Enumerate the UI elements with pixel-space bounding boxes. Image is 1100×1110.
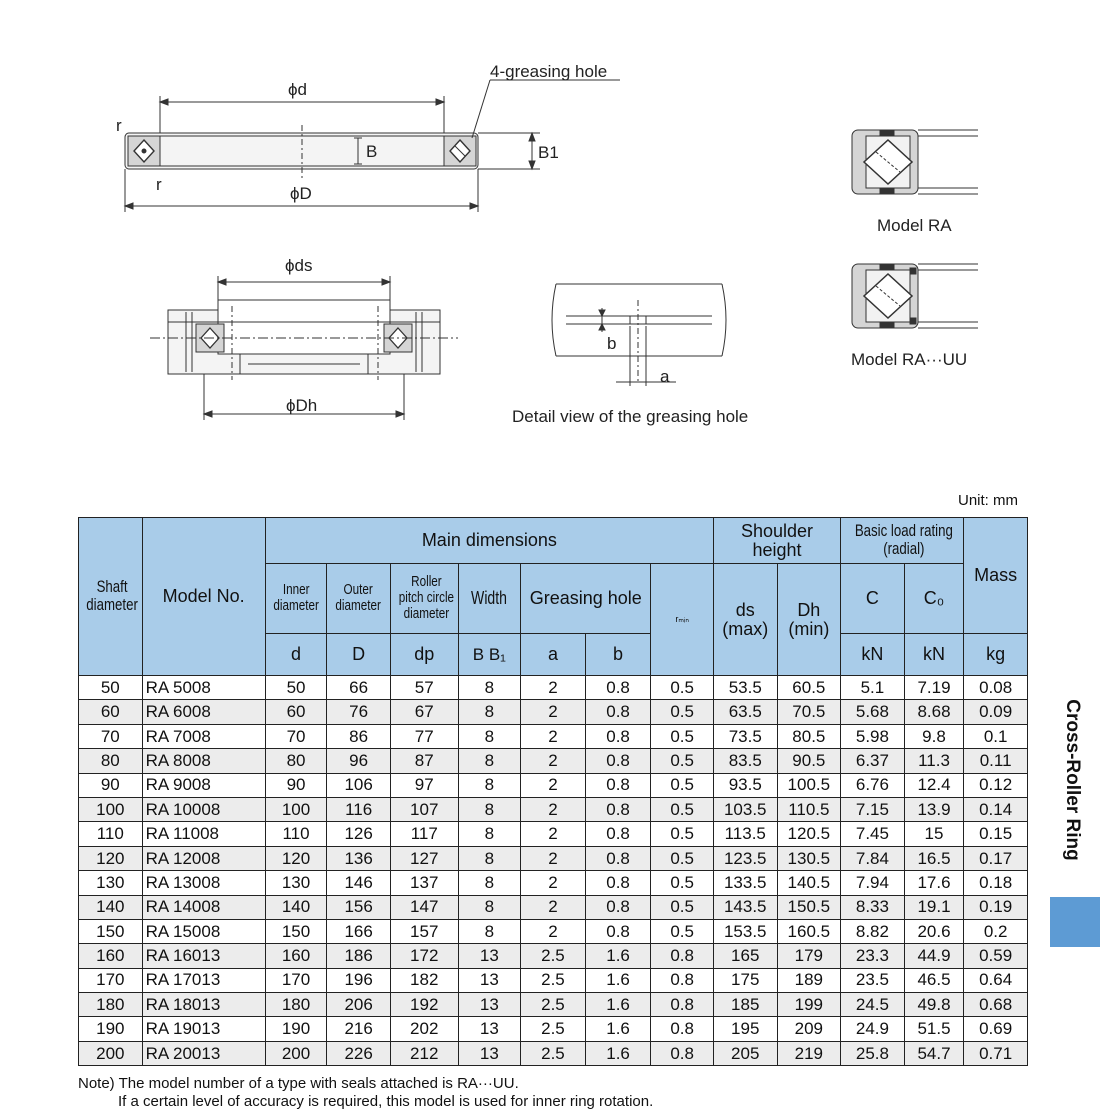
load-c-cell: 24.9 <box>841 1017 905 1041</box>
mass-cell: 0.17 <box>964 846 1028 870</box>
sym-a: a <box>521 634 586 676</box>
rmin-header: rₘᵢₙ <box>651 564 714 676</box>
model-no-cell: RA 7008 <box>142 724 265 748</box>
shaft-diameter-cell: 110 <box>79 822 143 846</box>
inner-d-cell: 80 <box>265 749 327 773</box>
width-b-cell: 13 <box>458 1041 521 1065</box>
ds-max-cell: 133.5 <box>713 871 777 895</box>
model-no-cell: RA 18013 <box>142 993 265 1017</box>
dh-min-cell: 100.5 <box>777 773 841 797</box>
width-b-cell: 8 <box>458 724 521 748</box>
load-c0-cell: 7.19 <box>904 676 964 700</box>
inner-d-cell: 70 <box>265 724 327 748</box>
shaft-diameter-cell: 180 <box>79 993 143 1017</box>
pitch-dp-cell: 87 <box>390 749 458 773</box>
width-b-cell: 8 <box>458 895 521 919</box>
load-c0-cell: 13.9 <box>904 797 964 821</box>
inner-d-cell: 110 <box>265 822 327 846</box>
hole-a-cell: 2 <box>521 724 586 748</box>
r-min-cell: 0.5 <box>651 919 714 943</box>
inner-d-cell: 200 <box>265 1041 327 1065</box>
hole-b-cell: 1.6 <box>585 993 651 1017</box>
load-c-cell: 7.45 <box>841 822 905 846</box>
hole-a-cell: 2 <box>521 773 586 797</box>
dh-min-cell: 209 <box>777 1017 841 1041</box>
outer-D-cell: 186 <box>327 944 391 968</box>
b-label: B <box>366 142 378 161</box>
dh-min-cell: 70.5 <box>777 700 841 724</box>
header-row-1 <box>79 518 1028 564</box>
model-no-cell: RA 19013 <box>142 1017 265 1041</box>
unit-kn-c: kN <box>841 634 905 676</box>
inner-diameter-header: Inner diameter <box>265 564 327 634</box>
side-title: Cross-Roller Ring <box>1062 699 1083 861</box>
pitch-dp-cell: 57 <box>390 676 458 700</box>
load-c0-cell: 16.5 <box>904 846 964 870</box>
load-c-cell: 5.98 <box>841 724 905 748</box>
pitch-dp-cell: 157 <box>390 919 458 943</box>
mass-cell: 0.19 <box>964 895 1028 919</box>
load-c0-cell: 20.6 <box>904 919 964 943</box>
load-c0-cell: 8.68 <box>904 700 964 724</box>
hole-b-cell: 1.6 <box>585 944 651 968</box>
hole-a-cell: 2 <box>521 822 586 846</box>
load-c0-cell: 9.8 <box>904 724 964 748</box>
hole-a-cell: 2 <box>521 749 586 773</box>
ds-max-cell: 113.5 <box>713 822 777 846</box>
unit-kg: kg <box>964 634 1028 676</box>
shaft-diameter-cell: 150 <box>79 919 143 943</box>
mass-cell: 0.09 <box>964 700 1028 724</box>
dh-min-cell: 60.5 <box>777 676 841 700</box>
outer-D-cell: 156 <box>327 895 391 919</box>
shaft-diameter-cell: 90 <box>79 773 143 797</box>
table-row <box>79 968 1028 992</box>
pitch-dp-cell: 172 <box>390 944 458 968</box>
model-no-cell: RA 8008 <box>142 749 265 773</box>
width-b-cell: 8 <box>458 700 521 724</box>
load-c0-cell: 19.1 <box>904 895 964 919</box>
greasing-hole-detail-drawing <box>552 284 726 386</box>
roller-pitch-header: Roller pitch circle diameter <box>390 564 458 634</box>
table-row <box>79 846 1028 870</box>
hole-a-cell: 2.5 <box>521 968 586 992</box>
load-c0-cell: 12.4 <box>904 773 964 797</box>
detail-a-label: a <box>660 367 670 386</box>
pitch-dp-cell: 212 <box>390 1041 458 1065</box>
dh-min-cell: 150.5 <box>777 895 841 919</box>
dh-min-cell: 90.5 <box>777 749 841 773</box>
table-row <box>79 895 1028 919</box>
model-no-cell: RA 14008 <box>142 895 265 919</box>
mass-cell: 0.14 <box>964 797 1028 821</box>
shaft-diameter-cell: 190 <box>79 1017 143 1041</box>
model-no-cell: RA 5008 <box>142 676 265 700</box>
load-c-cell: 5.68 <box>841 700 905 724</box>
shaft-diameter-header: Shaft diameter <box>79 518 143 676</box>
hole-a-cell: 2.5 <box>521 993 586 1017</box>
shaft-diameter-cell: 60 <box>79 700 143 724</box>
inner-d-cell: 140 <box>265 895 327 919</box>
phi-d-label: ϕd <box>288 80 307 99</box>
load-c0-cell: 11.3 <box>904 749 964 773</box>
model-no-cell: RA 17013 <box>142 968 265 992</box>
phi-D-label: ϕD <box>290 184 312 203</box>
load-c-cell: 8.33 <box>841 895 905 919</box>
mass-cell: 0.11 <box>964 749 1028 773</box>
shaft-diameter-cell: 170 <box>79 968 143 992</box>
width-b-cell: 8 <box>458 797 521 821</box>
r-min-cell: 0.5 <box>651 797 714 821</box>
inner-d-cell: 90 <box>265 773 327 797</box>
load-c-cell: 23.3 <box>841 944 905 968</box>
table-row <box>79 871 1028 895</box>
load-c-cell: 5.1 <box>841 676 905 700</box>
model-ra-caption: Model RA <box>877 216 952 235</box>
hole-b-cell: 0.8 <box>585 895 651 919</box>
dh-min-cell: 199 <box>777 993 841 1017</box>
note-text-2: If a certain level of accuracy is required, this model is used for inner ring rotation. <box>118 1093 654 1110</box>
inner-d-cell: 190 <box>265 1017 327 1041</box>
pitch-dp-cell: 137 <box>390 871 458 895</box>
r-min-cell: 0.5 <box>651 822 714 846</box>
outer-D-cell: 86 <box>327 724 391 748</box>
r-min-cell: 0.8 <box>651 944 714 968</box>
load-c-cell: 25.8 <box>841 1041 905 1065</box>
pitch-dp-cell: 97 <box>390 773 458 797</box>
table-row <box>79 700 1028 724</box>
table-row <box>79 822 1028 846</box>
r-min-cell: 0.8 <box>651 1017 714 1041</box>
width-b-cell: 8 <box>458 871 521 895</box>
load-c0-cell: 54.7 <box>904 1041 964 1065</box>
r-min-cell: 0.5 <box>651 773 714 797</box>
hole-a-cell: 2.5 <box>521 944 586 968</box>
hole-a-cell: 2 <box>521 797 586 821</box>
load-c0-cell: 17.6 <box>904 871 964 895</box>
r-min-cell: 0.8 <box>651 1041 714 1065</box>
hole-a-cell: 2 <box>521 846 586 870</box>
sym-d: d <box>265 634 327 676</box>
r-bottom-label: r <box>156 175 162 194</box>
unit-kn-c0: kN <box>904 634 964 676</box>
ds-max-cell: 195 <box>713 1017 777 1041</box>
hole-a-cell: 2 <box>521 676 586 700</box>
model-no-cell: RA 13008 <box>142 871 265 895</box>
spec-table-body <box>79 676 1028 1066</box>
mass-cell: 0.59 <box>964 944 1028 968</box>
hole-b-cell: 0.8 <box>585 797 651 821</box>
model-no-cell: RA 10008 <box>142 797 265 821</box>
hole-b-cell: 0.8 <box>585 871 651 895</box>
c-header: C <box>841 564 905 634</box>
technical-drawings <box>0 0 1100 470</box>
outer-D-cell: 66 <box>327 676 391 700</box>
r-min-cell: 0.8 <box>651 968 714 992</box>
detail-caption: Detail view of the greasing hole <box>512 407 749 426</box>
inner-d-cell: 170 <box>265 968 327 992</box>
r-min-cell: 0.5 <box>651 676 714 700</box>
pitch-dp-cell: 107 <box>390 797 458 821</box>
model-no-cell: RA 6008 <box>142 700 265 724</box>
shaft-diameter-cell: 70 <box>79 724 143 748</box>
r-min-cell: 0.5 <box>651 846 714 870</box>
hole-a-cell: 2.5 <box>521 1041 586 1065</box>
greasing-hole-label: 4-greasing hole <box>490 62 608 81</box>
mass-cell: 0.71 <box>964 1041 1028 1065</box>
load-c-cell: 7.94 <box>841 871 905 895</box>
r-min-cell: 0.5 <box>651 749 714 773</box>
mass-cell: 0.12 <box>964 773 1028 797</box>
outer-D-cell: 136 <box>327 846 391 870</box>
mass-cell: 0.64 <box>964 968 1028 992</box>
outer-D-cell: 126 <box>327 822 391 846</box>
sym-dp: dp <box>390 634 458 676</box>
pitch-dp-cell: 202 <box>390 1017 458 1041</box>
ds-max-cell: 93.5 <box>713 773 777 797</box>
hole-a-cell: 2 <box>521 919 586 943</box>
hole-b-cell: 0.8 <box>585 822 651 846</box>
model-ra-uu-drawing <box>852 264 978 328</box>
width-b-cell: 13 <box>458 1017 521 1041</box>
inner-d-cell: 150 <box>265 919 327 943</box>
pitch-dp-cell: 77 <box>390 724 458 748</box>
load-c-cell: 24.5 <box>841 993 905 1017</box>
detail-b-label: b <box>607 334 617 353</box>
table-row <box>79 1041 1028 1065</box>
r-min-cell: 0.5 <box>651 700 714 724</box>
ds-max-cell: 143.5 <box>713 895 777 919</box>
outer-D-cell: 116 <box>327 797 391 821</box>
inner-d-cell: 50 <box>265 676 327 700</box>
hole-a-cell: 2 <box>521 700 586 724</box>
table-row <box>79 993 1028 1017</box>
mass-cell: 0.69 <box>964 1017 1028 1041</box>
table-row <box>79 919 1028 943</box>
inner-d-cell: 130 <box>265 871 327 895</box>
model-no-header: Model No. <box>142 518 265 676</box>
ds-max-cell: 123.5 <box>713 846 777 870</box>
outer-D-cell: 76 <box>327 700 391 724</box>
model-no-cell: RA 16013 <box>142 944 265 968</box>
c0-header: C₀ <box>904 564 964 634</box>
hole-a-cell: 2 <box>521 895 586 919</box>
dh-min-cell: 179 <box>777 944 841 968</box>
inner-d-cell: 120 <box>265 846 327 870</box>
load-c-cell: 8.82 <box>841 919 905 943</box>
inner-d-cell: 100 <box>265 797 327 821</box>
ds-max-cell: 63.5 <box>713 700 777 724</box>
mass-cell: 0.15 <box>964 822 1028 846</box>
ds-header: ds (max) <box>713 564 777 676</box>
dh-min-cell: 140.5 <box>777 871 841 895</box>
ds-max-cell: 185 <box>713 993 777 1017</box>
note-text: Note) The model number of a type with seals attached is RA···UU. <box>78 1075 519 1092</box>
load-c-cell: 23.5 <box>841 968 905 992</box>
dh-min-cell: 80.5 <box>777 724 841 748</box>
load-c-cell: 6.76 <box>841 773 905 797</box>
shaft-diameter-cell: 100 <box>79 797 143 821</box>
pitch-dp-cell: 127 <box>390 846 458 870</box>
width-b-cell: 8 <box>458 822 521 846</box>
phi-Dh-label: ϕDh <box>286 396 318 415</box>
basic-load-rating-header: Basic load rating (radial) <box>841 518 964 564</box>
table-row <box>79 749 1028 773</box>
mass-header: Mass <box>964 518 1028 634</box>
load-c0-cell: 49.8 <box>904 993 964 1017</box>
width-b-cell: 8 <box>458 846 521 870</box>
phi-ds-label: ϕds <box>285 256 313 275</box>
dh-min-cell: 120.5 <box>777 822 841 846</box>
inner-d-cell: 180 <box>265 993 327 1017</box>
dh-header: Dh (min) <box>777 564 841 676</box>
dh-min-cell: 219 <box>777 1041 841 1065</box>
shaft-diameter-cell: 50 <box>79 676 143 700</box>
load-c-cell: 6.37 <box>841 749 905 773</box>
model-no-cell: RA 12008 <box>142 846 265 870</box>
table-row <box>79 773 1028 797</box>
load-c-cell: 7.15 <box>841 797 905 821</box>
dh-min-cell: 110.5 <box>777 797 841 821</box>
outer-D-cell: 196 <box>327 968 391 992</box>
outer-D-cell: 146 <box>327 871 391 895</box>
pitch-dp-cell: 192 <box>390 993 458 1017</box>
greasing-hole-header: Greasing hole <box>521 564 651 634</box>
table-row <box>79 1017 1028 1041</box>
hole-b-cell: 0.8 <box>585 676 651 700</box>
ds-max-cell: 53.5 <box>713 676 777 700</box>
ds-max-cell: 175 <box>713 968 777 992</box>
r-top-label: r <box>116 116 122 135</box>
outer-D-cell: 106 <box>327 773 391 797</box>
ds-max-cell: 103.5 <box>713 797 777 821</box>
inner-d-cell: 160 <box>265 944 327 968</box>
outer-D-cell: 216 <box>327 1017 391 1041</box>
shaft-diameter-cell: 160 <box>79 944 143 968</box>
mass-cell: 0.08 <box>964 676 1028 700</box>
hole-a-cell: 2.5 <box>521 1017 586 1041</box>
load-c0-cell: 15 <box>904 822 964 846</box>
mass-cell: 0.2 <box>964 919 1028 943</box>
width-header: Width <box>458 564 521 634</box>
shaft-diameter-cell: 80 <box>79 749 143 773</box>
pitch-dp-cell: 147 <box>390 895 458 919</box>
dh-min-cell: 189 <box>777 968 841 992</box>
table-row <box>79 944 1028 968</box>
hole-b-cell: 1.6 <box>585 968 651 992</box>
r-min-cell: 0.5 <box>651 895 714 919</box>
width-b-cell: 8 <box>458 773 521 797</box>
shoulder-height-header: Shoulder height <box>713 518 840 564</box>
load-c0-cell: 51.5 <box>904 1017 964 1041</box>
sym-D: D <box>327 634 391 676</box>
outer-D-cell: 226 <box>327 1041 391 1065</box>
mass-cell: 0.1 <box>964 724 1028 748</box>
load-c0-cell: 46.5 <box>904 968 964 992</box>
spec-table <box>78 517 1028 1066</box>
hole-b-cell: 0.8 <box>585 846 651 870</box>
sym-bb1: B B₁ <box>458 634 521 676</box>
outer-D-cell: 166 <box>327 919 391 943</box>
pitch-dp-cell: 182 <box>390 968 458 992</box>
pitch-dp-cell: 67 <box>390 700 458 724</box>
r-min-cell: 0.5 <box>651 871 714 895</box>
ds-max-cell: 205 <box>713 1041 777 1065</box>
shaft-diameter-cell: 120 <box>79 846 143 870</box>
outer-diameter-header: Outer diameter <box>327 564 391 634</box>
hole-a-cell: 2 <box>521 871 586 895</box>
load-c0-cell: 44.9 <box>904 944 964 968</box>
width-b-cell: 8 <box>458 919 521 943</box>
pitch-dp-cell: 117 <box>390 822 458 846</box>
r-min-cell: 0.8 <box>651 993 714 1017</box>
side-tab <box>1050 897 1100 947</box>
hole-b-cell: 1.6 <box>585 1041 651 1065</box>
width-b-cell: 8 <box>458 676 521 700</box>
ds-max-cell: 153.5 <box>713 919 777 943</box>
hole-b-cell: 0.8 <box>585 724 651 748</box>
hole-b-cell: 0.8 <box>585 919 651 943</box>
table-row <box>79 724 1028 748</box>
ds-max-cell: 83.5 <box>713 749 777 773</box>
shaft-diameter-cell: 140 <box>79 895 143 919</box>
load-c-cell: 7.84 <box>841 846 905 870</box>
outer-D-cell: 206 <box>327 993 391 1017</box>
shaft-diameter-cell: 200 <box>79 1041 143 1065</box>
hole-b-cell: 0.8 <box>585 700 651 724</box>
model-no-cell: RA 11008 <box>142 822 265 846</box>
sym-b: b <box>585 634 651 676</box>
hole-b-cell: 1.6 <box>585 1017 651 1041</box>
model-ra-uu-caption: Model RA···UU <box>851 350 968 369</box>
mass-cell: 0.68 <box>964 993 1028 1017</box>
inner-d-cell: 60 <box>265 700 327 724</box>
model-no-cell: RA 15008 <box>142 919 265 943</box>
b1-label: B1 <box>538 143 559 162</box>
table-row <box>79 676 1028 700</box>
outer-D-cell: 96 <box>327 749 391 773</box>
hole-b-cell: 0.8 <box>585 773 651 797</box>
main-dimensions-header: Main dimensions <box>265 518 713 564</box>
model-no-cell: RA 9008 <box>142 773 265 797</box>
r-min-cell: 0.5 <box>651 724 714 748</box>
ds-max-cell: 165 <box>713 944 777 968</box>
dh-min-cell: 130.5 <box>777 846 841 870</box>
width-b-cell: 13 <box>458 944 521 968</box>
hole-b-cell: 0.8 <box>585 749 651 773</box>
width-b-cell: 13 <box>458 968 521 992</box>
ds-max-cell: 73.5 <box>713 724 777 748</box>
unit-label: Unit: mm <box>958 492 1018 509</box>
width-b-cell: 13 <box>458 993 521 1017</box>
shaft-diameter-cell: 130 <box>79 871 143 895</box>
dh-min-cell: 160.5 <box>777 919 841 943</box>
table-row <box>79 797 1028 821</box>
model-ra-drawing <box>852 130 978 194</box>
width-b-cell: 8 <box>458 749 521 773</box>
mass-cell: 0.18 <box>964 871 1028 895</box>
model-no-cell: RA 20013 <box>142 1041 265 1065</box>
